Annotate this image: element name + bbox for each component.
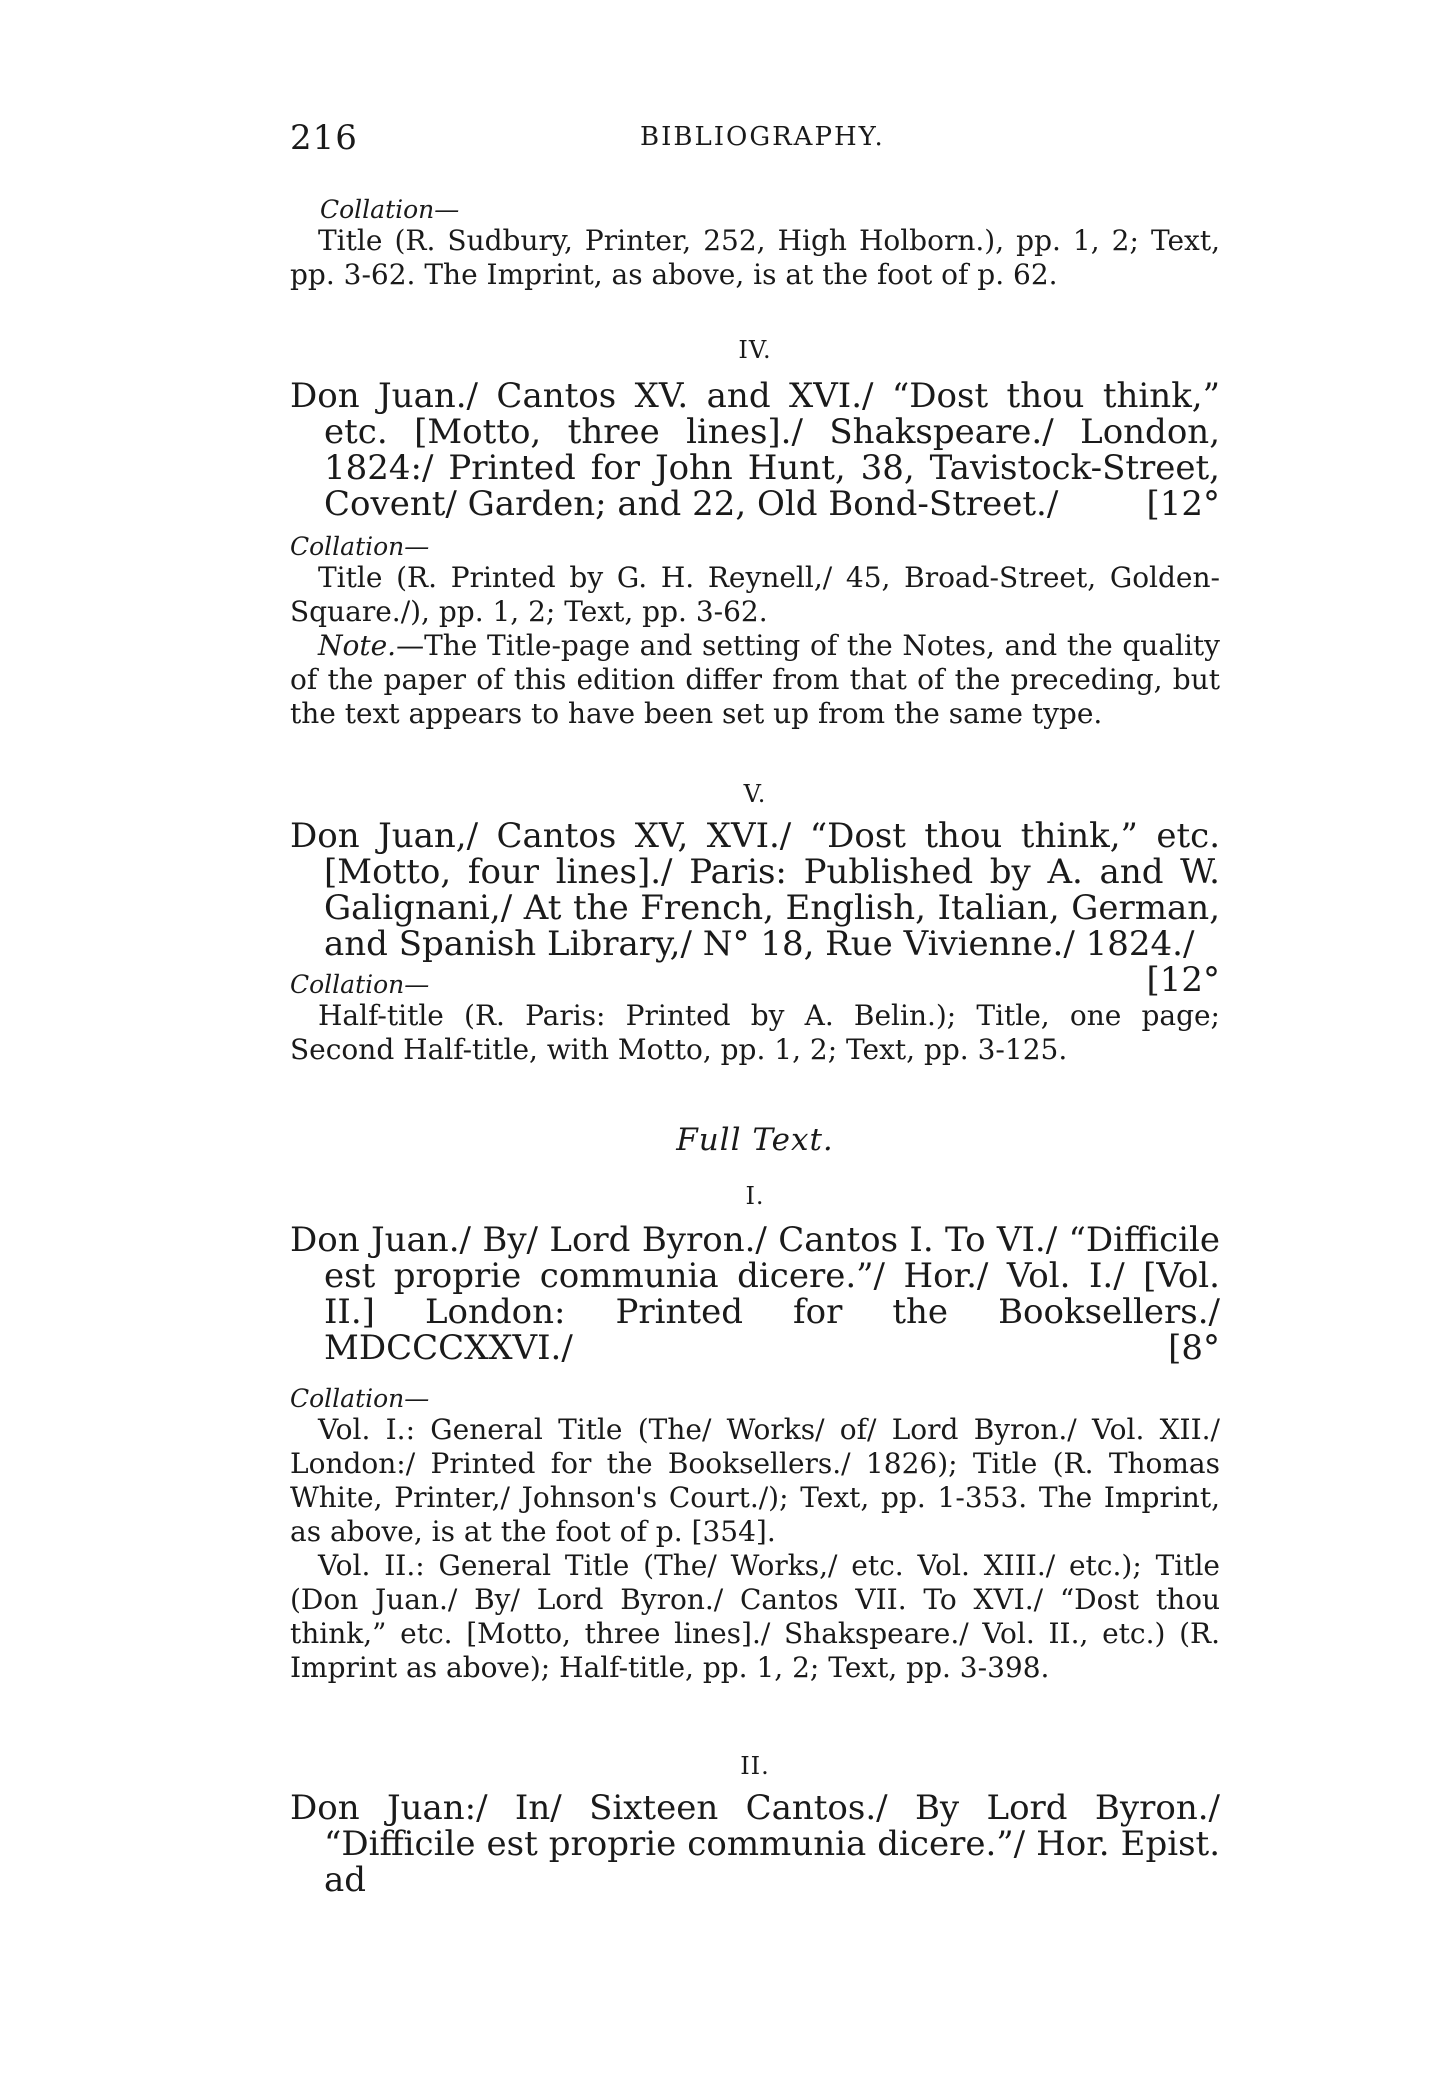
entry-i-size: [8°: [1168, 1328, 1220, 1368]
collation-block-iv: [290, 532, 1220, 731]
collation-block-i: [290, 1384, 1220, 1685]
entry-iv-size: [12°: [1146, 484, 1220, 524]
entry-i-text: Don Juan./ By/ Lord Byron./ Cantos I. To VI./ “Difficile est proprie communia dicere.”/ Hor./ Vol. I./ [Vol. II.] London: Printed for the Booksellers./ MDCCCXXVI./: [290, 1220, 1220, 1368]
note-iv: [290, 629, 1220, 731]
entry-iv: [290, 378, 1220, 522]
collation-vol2-i: Vol. II.: General Title (The/ Works,/ etc. Vol. XIII./ etc.); Title (Don Juan./ By/ Lord Byron./ Cantos VII. To XVI./ “Dost thou think,” etc. [Motto, three lines]./ Shakspeare./ Vol. II., etc.) (R. Imprint as above); Half-title, pp. 1, 2; Text, pp. 3-398.: [290, 1549, 1220, 1684]
entry-i: [290, 1222, 1220, 1366]
section-title-full-text: Full Text.: [676, 1122, 834, 1158]
entry-v-text: Don Juan,/ Cantos XV, XVI./ “Dost thou think,” etc. [Motto, four lines]./ Paris: Published by A. and W. Galignani,/ At the French, English, Italian, German, and Spanish Library,/ N° 18, Rue Vivienne./ 1824./: [290, 816, 1220, 964]
collation-block-continued: [290, 195, 1220, 292]
entry-i-title: [290, 1222, 1220, 1366]
entry-iv-title: [290, 378, 1220, 522]
entry-ii-title: Don Juan:/ In/ Sixteen Cantos./ By Lord Byron./ “Difficile est proprie communia dicere.”/ Hor. Epist. ad: [290, 1788, 1220, 1900]
collation-label-v: Collation—: [290, 970, 430, 999]
collation-text: Title (R. Sudbury, Printer, 252, High Holborn.), pp. 1, 2; Text, pp. 3-62. The Imprint, as above, is at the foot of p. 62.: [290, 224, 1220, 291]
collation-label-i: Collation—: [290, 1384, 430, 1413]
section-number-ii: II.: [740, 1752, 770, 1780]
collation-text-v: Half-title (R. Paris: Printed by A. Belin.); Title, one page; Second Half-title, with Motto, pp. 1, 2; Text, pp. 3-125.: [290, 999, 1220, 1066]
section-number-v: V.: [743, 780, 767, 808]
section-number-i: I.: [745, 1182, 765, 1210]
collation-block-v: [290, 970, 1220, 1067]
collation-label: Collation—: [320, 195, 460, 224]
entry-ii: [290, 1790, 1220, 1898]
collation-label-iv: Collation—: [290, 532, 430, 561]
collation-text-iv: Title (R. Printed by G. H. Reynell,/ 45, Broad-Street, Golden-Square./), pp. 1, 2; Text, pp. 3-62.: [290, 561, 1220, 628]
note-text-iv: —The Title-page and setting of the Notes, and the quality of the paper of this edition differ from that of the preceding, but the text appears to have been set up from the same type.: [290, 629, 1220, 730]
entry-v-size: [12°: [1146, 960, 1220, 1000]
page-header: [290, 118, 1191, 158]
collation-vol1-i: Vol. I.: General Title (The/ Works/ of/ Lord Byron./ Vol. XII./ London:/ Printed for the Booksellers./ 1826); Title (R. Thomas White, Printer,/ Johnson's Court./); Text, pp. 1-353. The Imprint, as above, is at the foot of p. [354].: [290, 1413, 1220, 1548]
running-head: BIBLIOGRAPHY.: [640, 122, 885, 152]
entry-iv-text: Don Juan./ Cantos XV. and XVI./ “Dost thou think,” etc. [Motto, three lines]./ Shakspeare./ London, 1824:/ Printed for John Hunt, 38, Tavistock-Street, Covent/ Garden; and 22, Old Bond-Street./: [290, 376, 1220, 524]
page-number: 216: [290, 118, 358, 158]
section-number-iv: IV.: [738, 336, 772, 364]
note-label-iv: Note.: [318, 629, 397, 662]
